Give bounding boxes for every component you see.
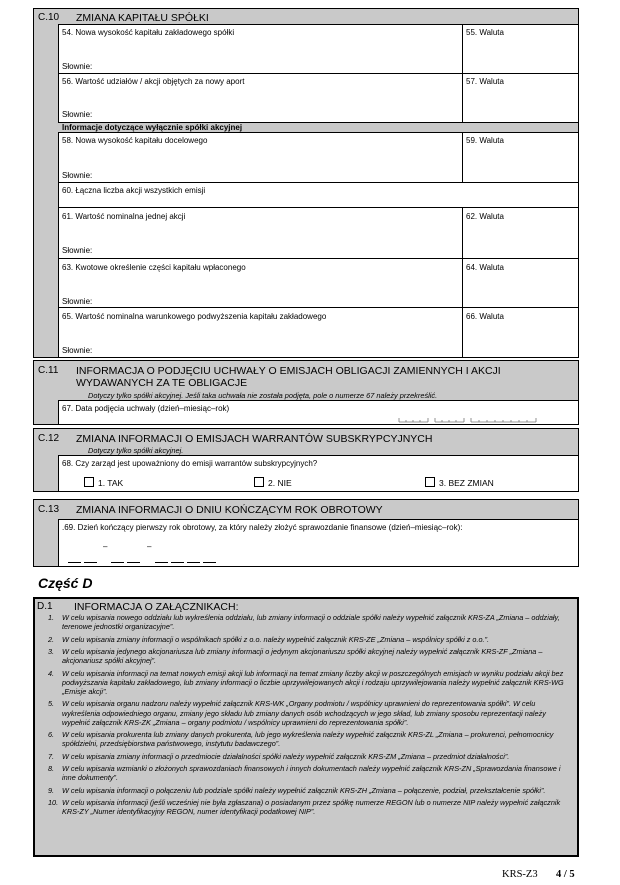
- list-item: [48, 786, 568, 795]
- field-56-label: 56. Wartość udziałów / akcji objętych za nowy aport: [62, 77, 245, 86]
- list-item: [48, 764, 568, 782]
- attachment-6-number: 6.: [48, 730, 55, 740]
- section-c11-title-line2: WYDAWANYCH ZA TE OBLIGACJE: [76, 377, 248, 389]
- list-item: [48, 669, 568, 697]
- attachment-2-number: 2.: [48, 634, 55, 644]
- field-68-label: 68. Czy zarząd jest upoważniony do emisji warrantów subskrypcyjnych?: [62, 459, 318, 468]
- date-dash-5: [155, 562, 168, 563]
- attachment-4-number: 4.: [48, 668, 55, 678]
- option-bez-zmian[interactable]: [425, 477, 494, 488]
- field-66-label: 66. Waluta: [466, 312, 504, 321]
- option-nie[interactable]: [254, 477, 292, 488]
- section-d1-number: D.1: [37, 601, 53, 612]
- list-item: [48, 730, 568, 748]
- field-54-words-label: Słownie:: [62, 62, 93, 71]
- attachment-1-text: W celu wpisania nowego oddziału lub wykreślenia oddziału, lub zmiany informacji o oddziale spółki należy wypełnić załącznik KRS-ZA „Zmiana – oddziały, terenowe jednostki organizacyjne”.: [62, 613, 560, 632]
- section-c12-number: C.12: [38, 433, 60, 444]
- field-61-words-label: Słownie:: [62, 246, 93, 255]
- attachment-8-number: 8.: [48, 764, 55, 774]
- field-65-words-label: Słownie:: [62, 346, 93, 355]
- field-69-separator-2: –: [147, 542, 152, 551]
- field-58-words-label: Słownie:: [62, 171, 93, 180]
- attachment-2-text: W celu wpisania zmiany informacji o wspólnikach spółki z o.o. należy wypełnić załącznik KRS-ZE „Zmiana – wspólnicy spółki z o.o.”.: [62, 634, 490, 644]
- field-69-label: .69. Dzień kończący pierwszy rok obrotowy, za który należy złożyć sprawozdanie finansowe (dzień–miesiąc–rok):: [62, 523, 463, 532]
- section-c11-note: Dotyczy tylko spółki akcyjnej. Jeśli taka uchwała nie została podjęta, pole o numerze 67 należy przekreślić.: [88, 391, 438, 400]
- list-item: [48, 699, 568, 727]
- date-dash-4: [127, 562, 140, 563]
- field-64-label: 64. Waluta: [466, 263, 504, 272]
- attachment-5-text: W celu wpisania organu nadzoru należy wypełnić załącznik KRS-WK „Organy podmiotu / wspólnicy uprawnieni do reprezentowania spółki”. W celu wykreślenia odpowiedniego organu, zmiany jego składu lub zmiany danych osób wchodzących w jego skład, lub zmiany sposobu reprezentacji należy wypełnić załącznik KRS-ZK „Zmiana – organy podmiotu / wspólnicy uprawnieni do reprezentowania spółki”.: [62, 699, 546, 727]
- field-62-label: 62. Waluta: [466, 212, 504, 221]
- attachment-7-number: 7.: [48, 751, 55, 761]
- field-63-label: 63. Kwotowe określenie części kapitału wpłaconego: [62, 263, 246, 272]
- list-item: [48, 613, 568, 631]
- attachment-7-text: W celu wpisania zmiany informacji o przedmiocie działalności spółki należy wypełnić załącznik KRS-ZM „Zmiana – przedmiot działalności”.: [62, 751, 510, 761]
- attachment-3-text: W celu wpisania jedynego akcjonariusza lub zmiany informacji o jedynym akcjonariuszu spółki akcyjnej należy wypełnić załącznik KRS-ZF „Zmiana – akcjonariusz spółki akcyjnej”.: [62, 646, 543, 666]
- list-item: [48, 635, 568, 644]
- section-c10-number: C.10: [38, 12, 60, 23]
- section-d1-heading: INFORMACJA O ZAŁĄCZNIKACH:: [74, 601, 239, 613]
- section-c12-title: ZMIANA INFORMACJI O EMISJACH WARRANTÓW SUBSKRYPCYJNYCH: [76, 433, 433, 445]
- date-dash-3: [111, 562, 124, 563]
- field-69-separator-1: –: [103, 542, 108, 551]
- field-57-label: 57. Waluta: [466, 77, 504, 86]
- attachment-9-number: 9.: [48, 785, 55, 795]
- attachment-5-number: 5.: [48, 699, 55, 709]
- option-tak[interactable]: [84, 477, 123, 488]
- checkbox-nie[interactable]: [254, 477, 264, 487]
- date-dash-7: [187, 562, 200, 563]
- list-item: [48, 752, 568, 761]
- attachment-10-number: 10.: [48, 798, 59, 808]
- field-65-label: 65. Wartość nominalna warunkowego podwyższenia kapitału zakładowego: [62, 312, 327, 321]
- section-c11-title-line1: INFORMACJA O PODJĘCIU UCHWAŁY O EMISJACH OBLIGACJI ZAMIENNYCH I AKCJI: [76, 365, 501, 377]
- attachment-6-text: W celu wpisania prokurenta lub zmiany danych prokurenta, lub jego wykreślenia należy wypełnić załącznik KRS-ZL „Zmiana – prokurenci, pełnomocnicy spółdzielni, przedsiębiorstwa państwowego, instytutu badawczego”.: [62, 730, 554, 749]
- field-67-label: 67. Data podjęcia uchwały (dzień–miesiąc–rok): [62, 404, 230, 413]
- section-c13-number: C.13: [38, 504, 60, 515]
- field-60-label: 60. Łączna liczba akcji wszystkich emisji: [62, 186, 206, 195]
- list-item: [48, 798, 568, 816]
- date-dash-1: [68, 562, 81, 563]
- attachment-4-text: W celu wpisania informacji na temat nowych emisji akcji lub informacji na temat zmiany liczby akcji w poszczególnych emisjach w wyniku podziału akcji bez podwyższania kapitału zakładowego, lub zmiany informacji o liczbie uprzywilejowanych akcji i rodzaju uprzywilejowania należy wypełnić załącznik KRS-WG „Emisje akcji”.: [62, 668, 564, 696]
- date-dash-8: [203, 562, 216, 563]
- field-63-words-label: Słownie:: [62, 297, 93, 306]
- checkbox-bez-zmian[interactable]: [425, 477, 435, 487]
- field-56-words-label: Słownie:: [62, 110, 93, 119]
- attachment-8-text: W celu wpisania wzmianki o złożonych sprawozdaniach finansowych i innych dokumentach należy wypełnić załącznik KRS-ZN „Sprawozdania finansowe i inne dokumenty”.: [62, 764, 561, 783]
- field-67-date-boxes[interactable]: [398, 410, 538, 419]
- attachment-10-text: W celu wpisania informacji (jeśli wcześniej nie była zgłaszana) o posiadanym przez spółkę numerze REGON lub o numerze NIP należy wypełnić załącznik KRS-ZY „Numer identyfikacyjny REGON, numer identyfikacji podatkowej NIP”.: [62, 798, 561, 817]
- field-61-label: 61. Wartość nominalna jednej akcji: [62, 212, 186, 221]
- part-d-title: Część D: [38, 575, 93, 591]
- option-bez-zmian-label: 3. BEZ ZMIAN: [439, 478, 494, 488]
- attachment-9-text: W celu wpisania informacji o połączeniu lub podziale spółki należy wypełnić załącznik KRS-ZH „Zmiana – połączenie, podział, przekształcenie spółki”.: [62, 785, 546, 795]
- option-tak-label: 1. TAK: [98, 478, 124, 488]
- checkbox-tak[interactable]: [84, 477, 94, 487]
- field-54-label: 54. Nowa wysokość kapitału zakładowego spółki: [62, 28, 235, 37]
- section-c13-title: ZMIANA INFORMACJI O DNIU KOŃCZĄCYM ROK OBROTOWY: [76, 504, 383, 516]
- option-nie-label: 2. NIE: [268, 478, 292, 488]
- date-dash-2: [84, 562, 97, 563]
- date-box-ticks: [398, 414, 538, 423]
- field-59-label: 59. Waluta: [466, 136, 504, 145]
- footer-page-number: 4 / 5: [556, 869, 575, 880]
- joint-stock-subheading: Informacje dotyczące wyłącznie spółki akcyjnej: [62, 123, 243, 132]
- list-item: [48, 647, 568, 665]
- attachment-1-number: 1.: [48, 613, 55, 622]
- section-c10-title: ZMIANA KAPITAŁU SPÓŁKI: [76, 12, 209, 24]
- field-58-label: 58. Nowa wysokość kapitału docelowego: [62, 136, 208, 145]
- attachment-3-number: 3.: [48, 646, 55, 656]
- section-c12-note: Dotyczy tylko spółki akcyjnej.: [88, 446, 184, 455]
- section-c11-number: C.11: [38, 365, 59, 376]
- date-dash-6: [171, 562, 184, 563]
- footer-form-code: KRS-Z3: [502, 869, 538, 880]
- field-55-label: 55. Waluta: [466, 28, 504, 37]
- attachments-list: [48, 613, 568, 820]
